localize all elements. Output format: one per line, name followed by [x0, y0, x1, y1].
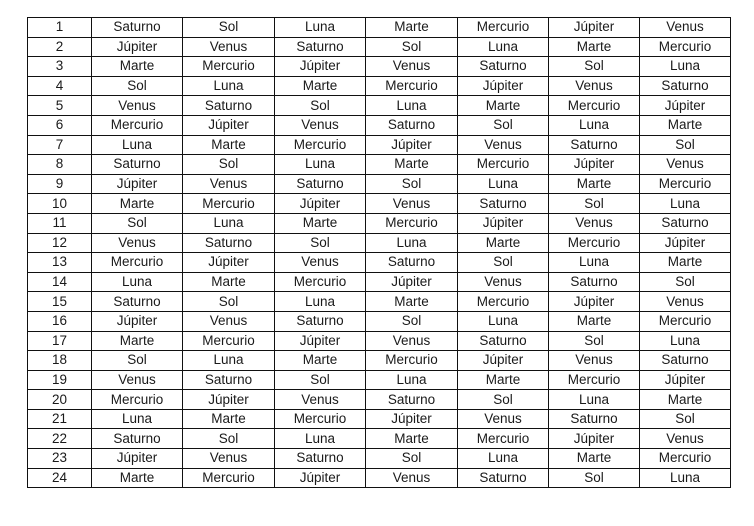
table-row: [28, 57, 731, 77]
planet-cell: Saturno: [458, 331, 549, 351]
table-row: [28, 37, 731, 57]
planet-cell: Saturno: [549, 272, 640, 292]
row-number-cell: 14: [28, 272, 92, 292]
planet-cell: Marte: [92, 194, 183, 214]
planet-cell: Luna: [92, 135, 183, 155]
planet-cell: Venus: [275, 390, 366, 410]
table-row: [28, 194, 731, 214]
row-number-cell: 6: [28, 115, 92, 135]
planet-cell: Júpiter: [549, 429, 640, 449]
planet-cell: Sol: [183, 429, 275, 449]
planet-cell: Mercurio: [92, 253, 183, 273]
planet-cell: Saturno: [275, 174, 366, 194]
planet-cell: Mercurio: [549, 370, 640, 390]
planet-cell: Marte: [92, 331, 183, 351]
planet-cell: Venus: [640, 292, 731, 312]
planet-cell: Júpiter: [92, 311, 183, 331]
planet-cell: Sol: [458, 115, 549, 135]
planet-cell: Marte: [458, 233, 549, 253]
planet-cell: Venus: [549, 351, 640, 371]
planet-cell: Marte: [458, 96, 549, 116]
table-row: [28, 115, 731, 135]
planet-cell: Júpiter: [458, 213, 549, 233]
planet-cell: Saturno: [366, 115, 458, 135]
planet-cell: Luna: [549, 253, 640, 273]
planet-cell: Sol: [366, 449, 458, 469]
row-number-cell: 23: [28, 449, 92, 469]
table-row: [28, 429, 731, 449]
planet-cell: Mercurio: [549, 233, 640, 253]
planet-cell: Mercurio: [549, 96, 640, 116]
table-row: [28, 390, 731, 410]
planet-cell: Sol: [92, 213, 183, 233]
planet-cell: Venus: [640, 429, 731, 449]
row-number-cell: 13: [28, 253, 92, 273]
planet-cell: Mercurio: [183, 194, 275, 214]
planet-cell: Sol: [275, 370, 366, 390]
planet-cell: Saturno: [640, 76, 731, 96]
planet-cell: Júpiter: [183, 115, 275, 135]
planet-cell: Luna: [640, 468, 731, 488]
planet-cell: Júpiter: [549, 155, 640, 175]
planet-cell: Marte: [549, 449, 640, 469]
row-number-cell: 21: [28, 409, 92, 429]
planet-cell: Saturno: [183, 233, 275, 253]
table-row: [28, 311, 731, 331]
planet-cell: Júpiter: [640, 370, 731, 390]
row-number-cell: 8: [28, 155, 92, 175]
planet-cell: Mercurio: [640, 311, 731, 331]
planet-cell: Marte: [92, 468, 183, 488]
planet-cell: Venus: [366, 194, 458, 214]
planet-cell: Venus: [458, 272, 549, 292]
planet-cell: Luna: [366, 370, 458, 390]
planet-cell: Mercurio: [366, 76, 458, 96]
planet-cell: Júpiter: [458, 76, 549, 96]
planet-cell: Júpiter: [183, 253, 275, 273]
planet-cell: Mercurio: [458, 18, 549, 38]
planet-cell: Sol: [275, 96, 366, 116]
table-row: [28, 331, 731, 351]
planet-cell: Júpiter: [458, 351, 549, 371]
row-number-cell: 20: [28, 390, 92, 410]
row-number-cell: 3: [28, 57, 92, 77]
planet-cell: Marte: [92, 57, 183, 77]
planet-cell: Sol: [92, 76, 183, 96]
planet-cell: Venus: [183, 37, 275, 57]
planet-cell: Júpiter: [549, 18, 640, 38]
planet-cell: Saturno: [458, 468, 549, 488]
table-row: [28, 253, 731, 273]
planet-cell: Mercurio: [275, 135, 366, 155]
planet-cell: Luna: [366, 96, 458, 116]
planet-cell: Luna: [640, 194, 731, 214]
row-number-cell: 18: [28, 351, 92, 371]
planet-cell: Marte: [366, 18, 458, 38]
planet-cell: Júpiter: [92, 174, 183, 194]
table-row: [28, 213, 731, 233]
planet-cell: Venus: [183, 449, 275, 469]
planet-cell: Luna: [366, 233, 458, 253]
table-row: [28, 351, 731, 371]
planet-cell: Luna: [640, 57, 731, 77]
planet-cell: Saturno: [549, 409, 640, 429]
table-row: [28, 292, 731, 312]
planet-cell: Júpiter: [640, 233, 731, 253]
planet-cell: Saturno: [92, 429, 183, 449]
planet-cell: Luna: [458, 311, 549, 331]
planet-cell: Sol: [640, 409, 731, 429]
row-number-cell: 16: [28, 311, 92, 331]
planet-cell: Venus: [640, 155, 731, 175]
table-row: [28, 468, 731, 488]
planet-cell: Luna: [275, 155, 366, 175]
row-number-cell: 2: [28, 37, 92, 57]
planet-cell: Saturno: [275, 311, 366, 331]
table-row: [28, 135, 731, 155]
planet-cell: Marte: [640, 390, 731, 410]
planet-cell: Mercurio: [275, 272, 366, 292]
planet-cell: Luna: [183, 213, 275, 233]
planet-cell: Júpiter: [275, 468, 366, 488]
planet-cell: Júpiter: [366, 272, 458, 292]
planet-cell: Venus: [458, 135, 549, 155]
planet-cell: Sol: [640, 272, 731, 292]
table-row: [28, 370, 731, 390]
table-row: [28, 174, 731, 194]
planet-cell: Saturno: [92, 18, 183, 38]
planet-cell: Mercurio: [183, 331, 275, 351]
planet-cell: Sol: [640, 135, 731, 155]
planet-cell: Júpiter: [275, 194, 366, 214]
planet-cell: Venus: [183, 174, 275, 194]
planet-cell: Marte: [366, 292, 458, 312]
row-number-cell: 1: [28, 18, 92, 38]
planet-cell: Venus: [366, 57, 458, 77]
planet-cell: Júpiter: [640, 96, 731, 116]
planet-cell: Marte: [549, 174, 640, 194]
planet-cell: Venus: [549, 76, 640, 96]
planet-cell: Júpiter: [275, 57, 366, 77]
planet-cell: Mercurio: [458, 155, 549, 175]
planet-cell: Mercurio: [458, 429, 549, 449]
planet-cell: Sol: [458, 253, 549, 273]
planet-cell: Saturno: [549, 135, 640, 155]
planet-cell: Sol: [549, 331, 640, 351]
planet-cell: Venus: [183, 311, 275, 331]
planet-cell: Sol: [92, 351, 183, 371]
planet-cell: Venus: [366, 468, 458, 488]
planet-cell: Luna: [458, 449, 549, 469]
planet-cell: Sol: [366, 174, 458, 194]
planet-cell: Venus: [92, 370, 183, 390]
planet-cell: Mercurio: [183, 468, 275, 488]
planet-cell: Luna: [549, 390, 640, 410]
table-row: [28, 155, 731, 175]
planet-cell: Júpiter: [366, 409, 458, 429]
planet-cell: Mercurio: [640, 449, 731, 469]
planet-cell: Sol: [183, 292, 275, 312]
planet-cell: Mercurio: [640, 37, 731, 57]
planet-cell: Luna: [640, 331, 731, 351]
table-row: [28, 409, 731, 429]
planet-cell: Sol: [458, 390, 549, 410]
planet-cell: Marte: [275, 351, 366, 371]
planet-cell: Mercurio: [640, 174, 731, 194]
table-row: [28, 96, 731, 116]
row-number-cell: 4: [28, 76, 92, 96]
planet-cell: Marte: [640, 253, 731, 273]
planet-cell: Venus: [92, 233, 183, 253]
planet-cell: Saturno: [183, 370, 275, 390]
planet-cell: Júpiter: [549, 292, 640, 312]
planet-cell: Luna: [549, 115, 640, 135]
planet-cell: Saturno: [458, 57, 549, 77]
planet-cell: Sol: [366, 311, 458, 331]
table-row: [28, 76, 731, 96]
planet-cell: Marte: [183, 272, 275, 292]
planet-cell: Saturno: [366, 253, 458, 273]
planet-cell: Saturno: [275, 449, 366, 469]
planet-cell: Venus: [275, 253, 366, 273]
planet-cell: Venus: [366, 331, 458, 351]
table-row: [28, 272, 731, 292]
row-number-cell: 15: [28, 292, 92, 312]
planet-cell: Luna: [92, 272, 183, 292]
planet-cell: Júpiter: [92, 449, 183, 469]
planet-cell: Júpiter: [183, 390, 275, 410]
planet-cell: Venus: [275, 115, 366, 135]
row-number-cell: 17: [28, 331, 92, 351]
planet-cell: Marte: [366, 155, 458, 175]
planet-cell: Luna: [92, 409, 183, 429]
planet-cell: Mercurio: [458, 292, 549, 312]
planet-cell: Mercurio: [275, 409, 366, 429]
planet-cell: Mercurio: [366, 351, 458, 371]
row-number-cell: 10: [28, 194, 92, 214]
planet-cell: Saturno: [92, 155, 183, 175]
planet-cell: Venus: [640, 18, 731, 38]
planet-cell: Sol: [275, 233, 366, 253]
planet-cell: Sol: [183, 155, 275, 175]
planet-cell: Luna: [275, 429, 366, 449]
row-number-cell: 24: [28, 468, 92, 488]
planet-cell: Marte: [183, 409, 275, 429]
planet-cell: Marte: [275, 76, 366, 96]
planet-cell: Mercurio: [366, 213, 458, 233]
planet-cell: Júpiter: [366, 135, 458, 155]
table-row: [28, 449, 731, 469]
planet-cell: Júpiter: [92, 37, 183, 57]
planet-cell: Marte: [183, 135, 275, 155]
planet-cell: Mercurio: [92, 390, 183, 410]
planet-cell: Mercurio: [92, 115, 183, 135]
table-row: [28, 18, 731, 38]
planet-cell: Marte: [366, 429, 458, 449]
planet-cell: Saturno: [183, 96, 275, 116]
planet-cell: Mercurio: [183, 57, 275, 77]
planet-cell: Saturno: [275, 37, 366, 57]
row-number-cell: 22: [28, 429, 92, 449]
planet-cell: Saturno: [92, 292, 183, 312]
table-body: [28, 18, 731, 488]
planet-cell: Luna: [183, 76, 275, 96]
planet-cell: Luna: [275, 292, 366, 312]
planet-cell: Luna: [183, 351, 275, 371]
planet-cell: Venus: [92, 96, 183, 116]
planet-cell: Luna: [458, 37, 549, 57]
planet-cell: Marte: [549, 37, 640, 57]
planet-cell: Saturno: [366, 390, 458, 410]
planet-cell: Marte: [640, 115, 731, 135]
planet-cell: Venus: [458, 409, 549, 429]
planet-cell: Júpiter: [275, 331, 366, 351]
row-number-cell: 19: [28, 370, 92, 390]
row-number-cell: 12: [28, 233, 92, 253]
row-number-cell: 11: [28, 213, 92, 233]
planet-cell: Venus: [549, 213, 640, 233]
planet-cell: Marte: [275, 213, 366, 233]
planet-cell: Saturno: [640, 351, 731, 371]
planet-cell: Sol: [549, 194, 640, 214]
table-row: [28, 233, 731, 253]
planet-cell: Luna: [458, 174, 549, 194]
planetary-hours-table: [27, 17, 731, 488]
row-number-cell: 7: [28, 135, 92, 155]
row-number-cell: 9: [28, 174, 92, 194]
planet-cell: Marte: [458, 370, 549, 390]
planet-cell: Saturno: [458, 194, 549, 214]
planet-cell: Sol: [183, 18, 275, 38]
planet-cell: Luna: [275, 18, 366, 38]
row-number-cell: 5: [28, 96, 92, 116]
planet-cell: Marte: [549, 311, 640, 331]
planet-cell: Sol: [549, 468, 640, 488]
planet-cell: Sol: [549, 57, 640, 77]
planet-cell: Sol: [366, 37, 458, 57]
planet-cell: Saturno: [640, 213, 731, 233]
